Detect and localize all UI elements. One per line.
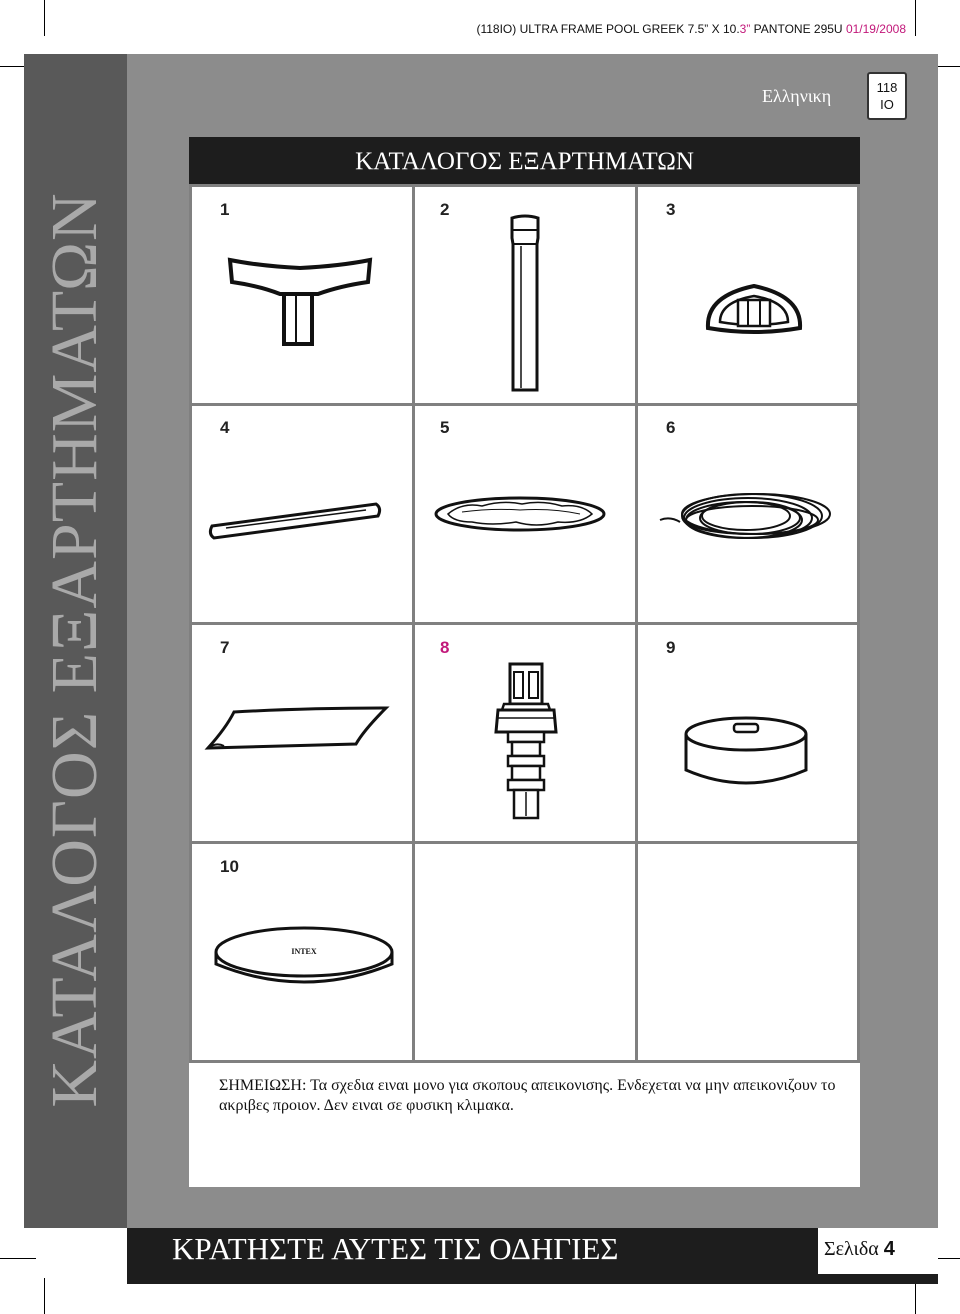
part-number: 7 [220,638,230,657]
page-number-value: 4 [883,1238,895,1260]
crop-mark [0,1258,36,1259]
sidebar-vertical-title: ΚΑΤΑΛΟΓΟΣ ΕΞΑΡΤΗΜΑΤΩΝ [38,192,111,1108]
crop-mark [44,1278,45,1314]
page-label: Σελιδα [824,1238,879,1260]
pool-liner-icon [432,494,608,534]
part-number: 6 [666,418,676,437]
vertical-leg-icon [508,214,542,394]
page-code-badge [867,72,907,120]
t-connector-icon [220,250,380,350]
crop-mark [44,0,45,36]
print-spec-line [476,22,906,36]
intex-logo-text: INTEX [291,947,317,956]
part-number: 4 [220,418,230,437]
language-label: Ελληνικη [762,86,832,106]
part-number: 10 [220,857,239,876]
page-number [824,1238,895,1261]
leg-base-icon [682,712,810,790]
pool-cover-icon [212,924,396,988]
illustration-note [219,1076,839,1116]
page-code-bottom: IO [880,97,894,112]
spec-text: (118IO) ULTRA FRAME POOL GREEK 7.5” X 10. [476,22,740,36]
page-code-top: 118 [876,80,898,95]
part-number: 3 [666,200,676,219]
part-number: 9 [666,638,676,657]
spec-date: 01/19/2008 [845,22,906,36]
horizontal-beam-icon [206,498,386,542]
part-number: 1 [220,200,230,219]
note-label: ΣΗΜΕΙΩΣΗ: [219,1077,307,1094]
part-number-highlighted: 8 [440,638,450,657]
rope-icon [656,490,834,546]
part-number: 5 [440,418,450,437]
part-number: 2 [440,200,450,219]
leg-cap-icon [702,282,806,338]
footer-keep-instructions: ΚΡΑΤΗΣΤΕ ΑΥΤΕΣ ΤΙΣ ΟΔΗΓΙΕΣ [172,1231,619,1266]
crop-mark [915,0,916,36]
ground-cloth-icon [204,704,390,752]
spec-accent: 3” [739,22,751,36]
part-cell [635,841,860,1063]
part-cell [412,841,638,1063]
note-text: Τα σχεδια ειναι μονο για σκοπους απεικονισης. Ενδεχεται να μην απεικονιζουν το ακριβες προιον. Δεν ειναι σε φυσικη κλιμακα. [219,1077,836,1114]
drain-valve-icon [490,662,562,822]
catalog-title: ΚΑΤΑΛΟΓΟΣ ΕΞΑΡΤΗΜΑΤΩΝ [189,137,860,184]
spec-rest: PANTONE 295U [750,22,846,36]
